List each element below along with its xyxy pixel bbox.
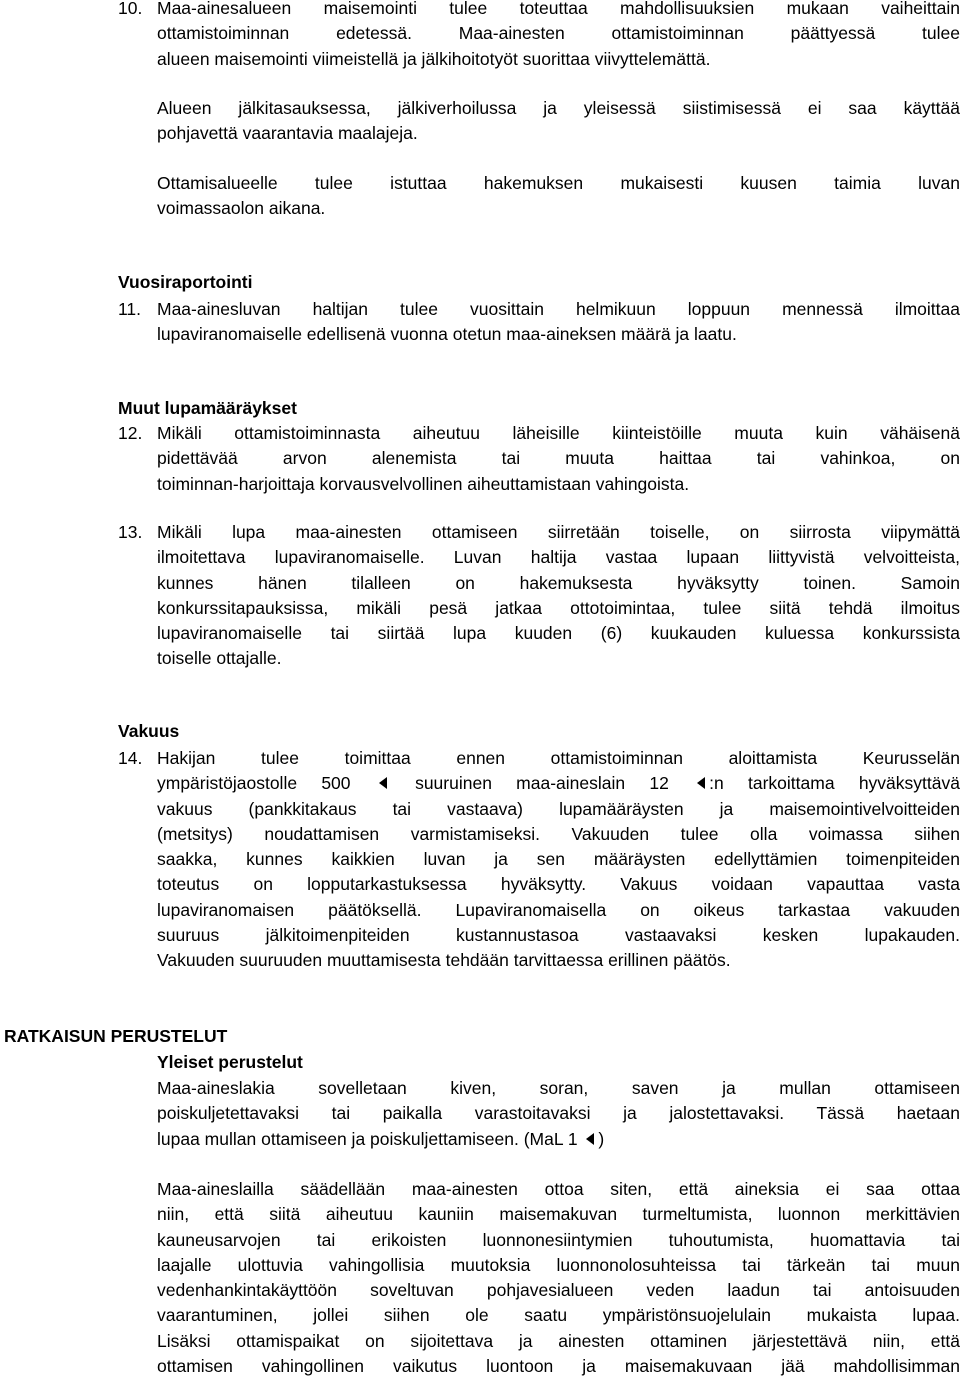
text-line: Maa-aineslakia sovelletaan kiven, soran, saven ja mullan ottamiseen [157, 1078, 960, 1098]
text-line: pohjavettä vaarantavia maalajeja. [157, 123, 418, 144]
item-number: 14. [118, 748, 143, 768]
text-line: kunnes hänen tilalleen on hakemuksesta hyväksytty toinen. Samoin [157, 572, 960, 593]
text-line: poiskuljetettavaksi tai paikalla varastoitavaksi ja jalostettavaksi. Tässä haetaan [157, 1103, 960, 1124]
text-line: toiminnan-harjoittaja korvausvelvollinen aiheuttamistaan vahingoista. [157, 473, 690, 494]
item-number: 10. [118, 0, 143, 18]
euro-sign-icon [378, 776, 388, 790]
text-line: ottamisen vahingollinen vaikutus luontoon ja maisemakuvaan jää mahdollisimman [157, 1356, 960, 1377]
text-line: vakuus (pankkitakaus tai vastaava) lupamääräysten ja maisemointivelvoitteiden [157, 798, 960, 819]
text-line: konkurssitapauksissa, mikäli pesä jatkaa ottotoimintaa, tulee siitä tehdä ilmoitus [157, 597, 960, 618]
text-line: vaarantuminen, jollei siihen ole saatu ympäristönsuojelulain mukaista lupaa. [157, 1305, 960, 1326]
text-line: Maa-ainesluvan haltijan tulee vuosittain helmikuun loppuun mennessä ilmoittaa [157, 299, 960, 319]
text-line: Mikäli ottamistoiminnasta aiheutuu läheisille kiinteistöille muuta kuin vähäisenä [157, 423, 960, 443]
section-heading-muut-lupamaaraykset: Muut lupamääräykset [118, 398, 297, 418]
item-12-paragraph [157, 421, 960, 497]
text-fragment: ) [598, 1128, 605, 1149]
text-line: (metsitys) noudattamisen varmistamiseksi. Vakuuden tulee olla voimassa siihen [157, 823, 960, 844]
text-line: Maa-ainesalueen maisemointi tulee toteuttaa mahdollisuuksien mukaan vaiheittain [157, 0, 960, 18]
text-line: lupaviranomaisen päätöksellä. Lupaviranomaisella on oikeus tarkastaa vakuuden [157, 899, 960, 920]
item-10-paragraph-2 [157, 96, 960, 147]
text-line: ottamistoiminnan edetessä. Maa-ainesten ottamistoiminnan päättyessä tulee [157, 23, 960, 44]
text-fragment: lupaa mullan ottamiseen ja poiskuljettamiseen. (MaL 1 [157, 1128, 578, 1149]
text-line: lupaviranomaiselle edellisenä vuonna otetun maa-aineksen määrä ja laatu. [157, 324, 737, 345]
section-heading-vuosiraportointi: Vuosiraportointi [118, 272, 253, 292]
text-line: niin, että siitä aiheutuu kauniin maisemakuvan turmeltumista, luonnon merkittävien [157, 1204, 960, 1225]
ratkaisun-paragraph-2 [157, 1177, 960, 1379]
text-line: voimassaolon aikana. [157, 198, 326, 219]
item-number: 13. [118, 522, 143, 542]
section-heading-ratkaisun-perustelut: RATKAISUN PERUSTELUT [4, 1026, 228, 1046]
text-line: Hakijan tulee toimittaa ennen ottamistoiminnan aloittamista Keurusselän [157, 748, 960, 768]
text-fragment: suuruinen maa-aineslain 12 [415, 773, 669, 794]
text-fragment: :n tarkoittama hyväksyttävä [709, 773, 960, 794]
text-line: Ottamisalueelle tulee istuttaa hakemuksen mukaisesti kuusen taimia luvan [157, 173, 960, 193]
text-line: Vakuuden suuruuden muuttamisesta tehdään tarvittaessa erillinen päätös. [157, 950, 731, 971]
text-fragment: ympäristöjaostolle 500 [157, 773, 351, 794]
text-line-with-symbols [157, 771, 960, 796]
section-heading-vakuus: Vakuus [118, 721, 180, 741]
item-13-paragraph [157, 520, 960, 672]
item-number: 11. [118, 299, 142, 319]
text-line: pidettävää arvon alenemista tai muuta haittaa tai vahinkoa, on [157, 448, 960, 469]
ratkaisun-paragraph-1 [157, 1076, 960, 1152]
section-sign-icon [696, 776, 706, 790]
item-11-paragraph [157, 297, 960, 348]
item-10-paragraph-3 [157, 171, 960, 222]
text-line: Lisäksi ottamispaikat on sijoitettava ja ainesten ottaminen järjestettävä niin, että [157, 1330, 960, 1351]
text-line-with-symbols [157, 1127, 960, 1152]
text-line: suuruus jälkitoimenpiteiden kustannustasoa vastaavaksi kesken lupakauden. [157, 925, 960, 946]
text-line: alueen maisemointi viimeistellä ja jälkihoitotyöt suorittaa viivyttelemättä. [157, 48, 711, 69]
text-line: Maa-aineslailla säädellään maa-ainesten ottoa siten, että aineksia ei saa ottaa [157, 1179, 960, 1199]
text-line: laajalle ulottuvia vahingollisia muutoksia luonnonolosuhteissa tai tärkeän tai muun [157, 1254, 960, 1275]
subheading-yleiset-perustelut: Yleiset perustelut [157, 1052, 303, 1072]
text-line: toiselle ottajalle. [157, 648, 282, 669]
text-line: ilmoitettava lupaviranomaiselle. Luvan haltija vastaa lupaan liittyvistä velvoitteista, [157, 547, 960, 568]
text-line: Mikäli lupa maa-ainesten ottamiseen siirretään toiselle, on siirrosta viipymättä [157, 522, 960, 542]
text-line: toteutus on lopputarkastuksessa hyväksytty. Vakuus voidaan vapauttaa vasta [157, 874, 960, 895]
item-10-paragraph-1 [157, 0, 960, 72]
text-line: Alueen jälkitasauksessa, jälkiverhoilussa ja yleisessä siistimisessä ei saa käyttää [157, 98, 960, 118]
text-line: saakka, kunnes kaikkien luvan ja sen määräysten edellyttämien toimenpiteiden [157, 849, 960, 870]
text-line: lupaviranomaiselle tai siirtää lupa kuuden (6) kuukauden kuluessa konkurssista [157, 623, 960, 644]
section-sign-icon [585, 1132, 595, 1146]
text-line: vedenhankintakäyttöön soveltuvan pohjavesialueen veden laadun tai antoisuuden [157, 1280, 960, 1301]
item-14-paragraph [157, 746, 960, 974]
item-number: 12. [118, 423, 143, 443]
text-line: kauneusarvojen tai erikoisten luonnonesiintymien tuhoutumista, huomattavia tai [157, 1229, 960, 1250]
